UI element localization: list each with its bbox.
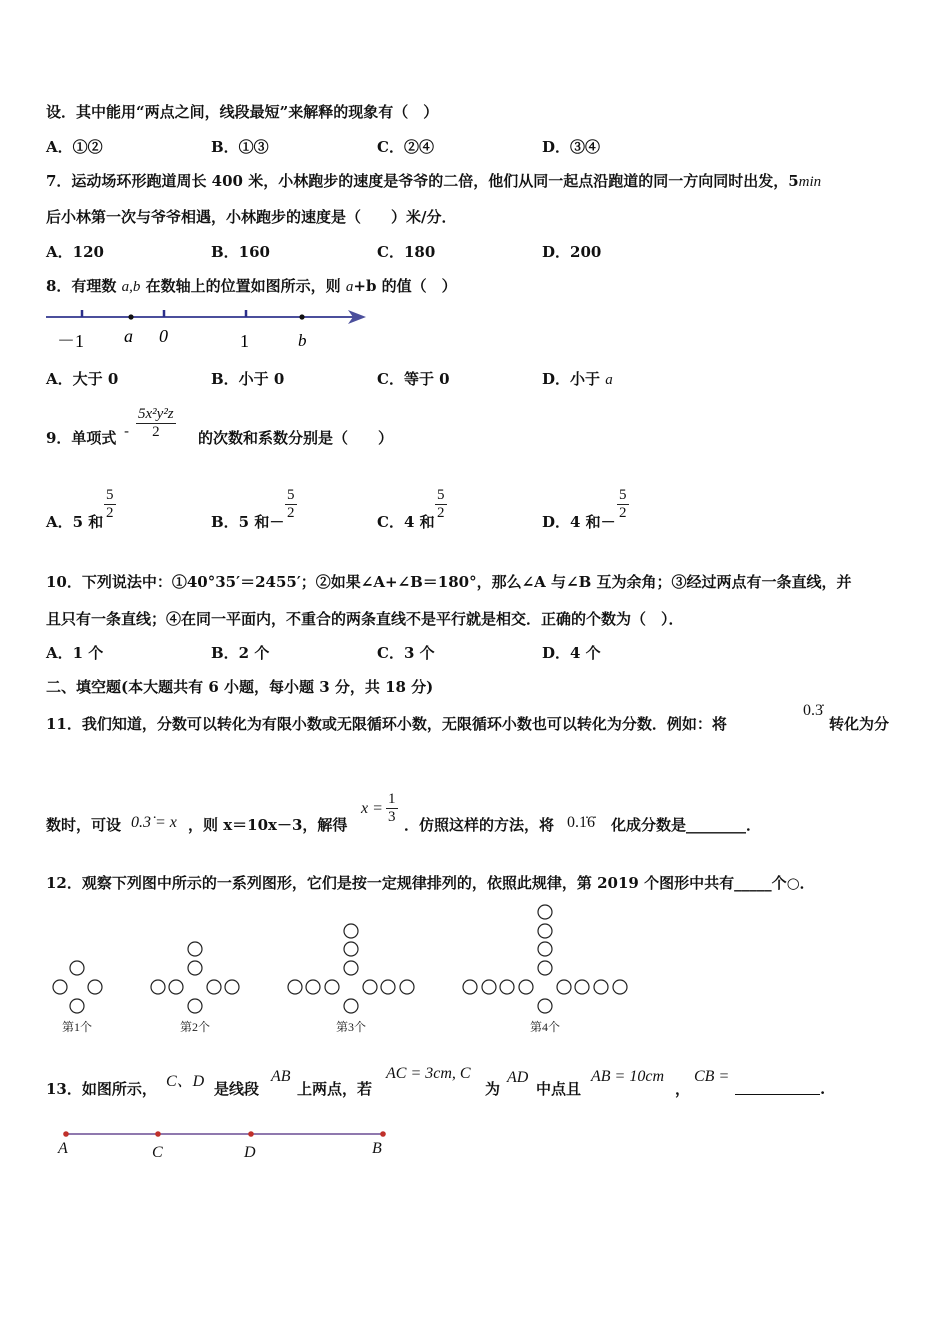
label-b: b [298, 331, 307, 350]
q10-line1: 10．下列说法中：①40°35′＝2455′；②如果∠A+∠B＝180°，那么∠A 与∠B 互为余角；③经过两点有一条直线，并 [46, 573, 852, 591]
q13-f: ， [675, 1080, 691, 1098]
pattern-1 [53, 961, 102, 1013]
q13-e: 中点且 [536, 1080, 582, 1098]
q13-segment-ab: AB [271, 1068, 291, 1085]
pattern-3 [288, 924, 414, 1013]
q11-line2-d: 化成分数是________． [611, 816, 762, 834]
caption-2: 第2个 [180, 1020, 211, 1034]
label-minus-one: －1 [57, 331, 84, 351]
q6-option-c: C．②④ [377, 138, 434, 156]
q13-points-cd: C、D [166, 1073, 205, 1090]
point-D [248, 1131, 254, 1137]
q9-option-a-fraction: $\frac{5}{2}$ [106, 487, 114, 521]
q6-option-a: A．①② [46, 138, 103, 156]
q9-suffix: 的次数和系数分别是（ ） [198, 429, 394, 447]
q9-option-d-fraction: $\frac{5}{2}$ [619, 487, 627, 521]
q6-option-b: B．①③ [211, 138, 269, 156]
q8-option-c: C．等于 0 [377, 370, 450, 388]
q7-option-c: C．180 [377, 243, 436, 261]
caption-4: 第4个 [530, 1020, 561, 1034]
q11-solution-lhs: x = [361, 800, 383, 817]
q9-option-d-label: D．4 和－ [542, 513, 616, 531]
q11-repeating-decimal-2: 0.1̇6̇ [567, 814, 595, 831]
point-A [63, 1131, 69, 1137]
q10-option-b: B．2 个 [211, 644, 270, 662]
pattern-2 [151, 942, 239, 1013]
label-zero: 0 [159, 326, 168, 346]
q9-option-a-label: A．5 和 [46, 513, 104, 531]
circle-pattern-figure [40, 900, 640, 1040]
point-a [128, 314, 133, 319]
q10-line2: 且只有一条直线；④在同一平面内，不重合的两条直线不是平行就是相交．正确的个数为（ ）． [46, 610, 684, 628]
q13-end: . [820, 1080, 826, 1098]
q7-line1: 7．运动场环形跑道周长 400 米，小林跑步的速度是爷爷的二倍，他们从同一起点沿跑道的同一方向同时出发，5min [46, 172, 822, 190]
q9-option-b-label: B．5 和－ [211, 513, 285, 531]
q10-option-d: D．4 个 [542, 644, 601, 662]
q9-option-c-fraction: $\frac{5}{2}$ [437, 487, 445, 521]
q11-line2-a: 数时，可设 [46, 816, 122, 834]
section-heading: 二、填空题(本大题共有 6 小题，每小题 3 分，共 18 分) [46, 678, 434, 696]
q13-ab-length: AB = 10cm [591, 1068, 664, 1085]
label-one: 1 [240, 331, 249, 351]
point-C [155, 1131, 161, 1137]
caption-3: 第3个 [336, 1020, 367, 1034]
q7-line2: 后小林第一次与爷爷相遇，小林跑步的速度是（ ）米/分． [46, 208, 457, 226]
number-line-figure [44, 304, 374, 352]
q8-option-d: D．小于 a [542, 370, 613, 388]
point-b [299, 314, 304, 319]
q9-monomial: $\frac{\text{5x²y²z}}{2}$ [138, 406, 174, 440]
q9-option-c-label: C．4 和 [377, 513, 435, 531]
label-a: a [124, 326, 133, 346]
q13-condition: AC = 3cm, C [386, 1065, 471, 1082]
q10-option-c: C．3 个 [377, 644, 435, 662]
q13-a: 13．如图所示， [46, 1080, 157, 1098]
q13-c: 上两点，若 [297, 1080, 373, 1098]
q13-b: 是线段 [214, 1080, 260, 1098]
q13-answer-blank[interactable] [735, 1080, 820, 1095]
label-C: C [152, 1144, 163, 1161]
point-B [380, 1131, 386, 1137]
q8-option-b: B．小于 0 [211, 370, 285, 388]
q11-line2-c: ．仿照这样的方法，将 [404, 816, 555, 834]
q6-option-d: D．③④ [542, 138, 601, 156]
q11-repeating-decimal-1: 0.3̇ [803, 702, 823, 719]
q13-segment-ad: AD [507, 1069, 529, 1086]
caption-1: 第1个 [62, 1020, 93, 1034]
label-A: A [58, 1140, 68, 1157]
q10-option-a: A．1 个 [46, 644, 104, 662]
q13-cb: CB = [694, 1068, 730, 1085]
q7-option-b: B．160 [211, 243, 270, 261]
q11-line1-end: 转化为分 [829, 715, 890, 733]
segment-figure [52, 1124, 402, 1164]
q11-line2-b: ，则 x＝10x－3，解得 [188, 816, 348, 834]
q7-option-d: D．200 [542, 243, 602, 261]
label-B: B [372, 1140, 382, 1157]
q11-line1: 11．我们知道，分数可以转化为有限小数或无限循环小数，无限循环小数也可以转化为分数．例如：将 [46, 715, 727, 733]
q7-option-a: A．120 [46, 243, 104, 261]
q11-solution-fraction: $\frac{1}{3}$ [388, 791, 396, 825]
q9-prefix: 9．单项式 [46, 429, 117, 447]
label-D: D [244, 1144, 256, 1161]
q9-option-b-fraction: $\frac{5}{2}$ [287, 487, 295, 521]
q8-text: 8．有理数 a,b 在数轴上的位置如图所示，则 a+b 的值（ ） [46, 277, 457, 295]
q9-sign: - [124, 422, 130, 440]
q8-option-a: A．大于 0 [46, 370, 119, 388]
pattern-4 [463, 905, 627, 1013]
q12-text: 12．观察下列图中所示的一系列图形，它们是按一定规律排列的，依照此规律，第 2019 个图形中共有_____个○． [46, 874, 815, 892]
q11-equation-1: 0.3̇ = x [131, 814, 177, 831]
q13-d: 为 [485, 1080, 501, 1098]
q6-text: 设．其中能用“两点之间，线段最短”来解释的现象有（ ） [46, 103, 439, 121]
